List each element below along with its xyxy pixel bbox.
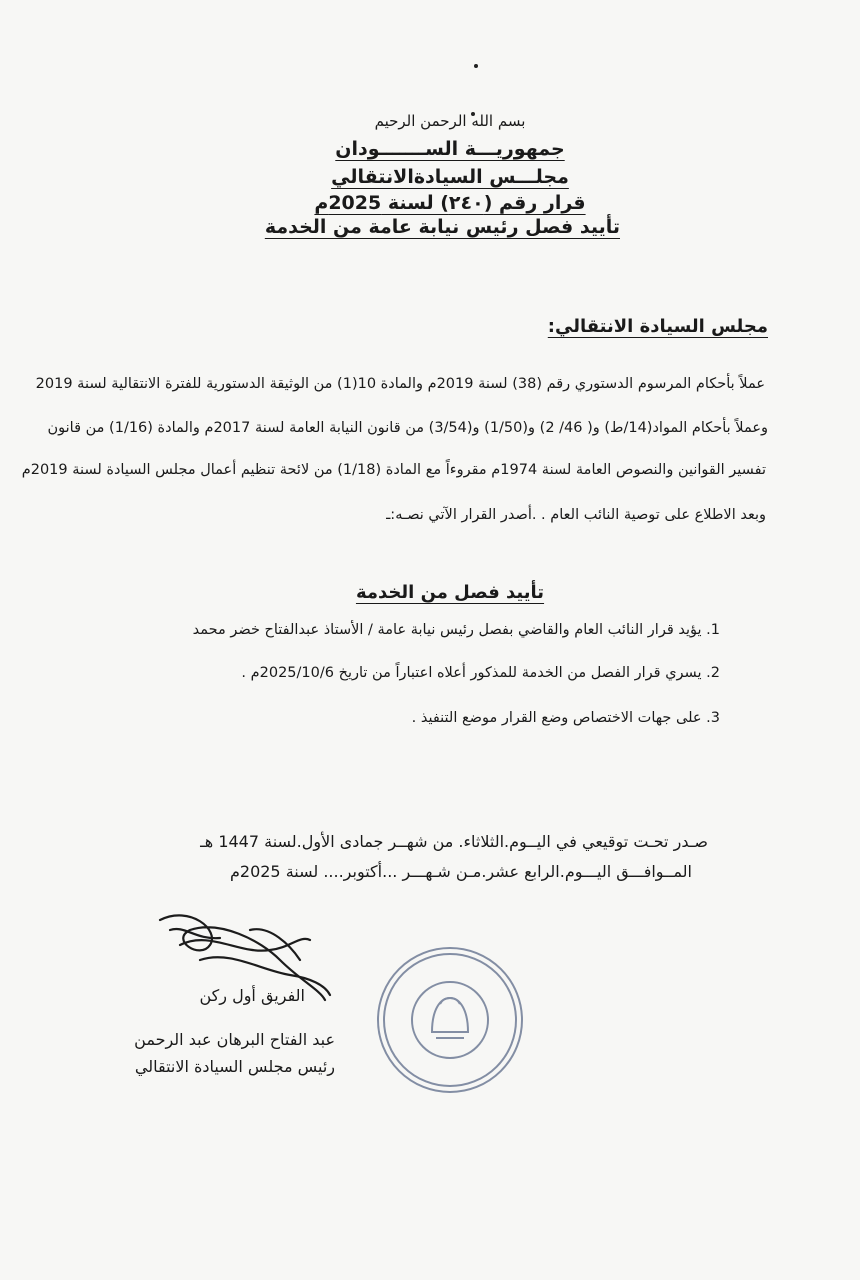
council-title: مجلـــس السيادةالانتقالي bbox=[331, 166, 569, 188]
official-stamp bbox=[370, 940, 530, 1100]
decision-heading: تأييد فصل من الخدمة bbox=[355, 582, 545, 603]
preamble-line: عملاً بأحكام المرسوم الدستوري رقم (38) لسنة 2019م والمادة 10(1) من الوثيقة الدستورية للفترة الانتقالية لسنة 2019 bbox=[35, 376, 765, 392]
decision-subject: تأييد فصل رئيس نيابة عامة من الخدمة bbox=[264, 216, 620, 238]
signatory-rank: الفريق أول ركن bbox=[199, 986, 305, 1005]
decision-item: 2. يسري قرار الفصل من الخدمة للمذكور أعلاه اعتباراً من تاريخ 2025/10/6م . bbox=[241, 665, 720, 681]
issued-hijri-line: صـدر تحـت توقيعي في اليــوم.الثلاثاء. من شهــر جمادى الأول.لسنة 1447 هـ bbox=[200, 832, 708, 851]
decision-item: 1. يؤيد قرار النائب العام والقاضي بفصل رئيس نيابة عامة / الأستاذ عبدالفتاح خضر محمد bbox=[192, 622, 720, 638]
basmala: بسم الله الرحمن الرحيم bbox=[374, 112, 526, 130]
republic-title: جمهوريـــة الســـــــودان bbox=[335, 138, 565, 160]
signatory-title: رئيس مجلس السيادة الانتقالي bbox=[134, 1057, 335, 1076]
decision-number: قرار رقم (٢٤٠) لسنة 2025م bbox=[314, 192, 586, 214]
signatory-name: عبد الفتاح البرهان عبد الرحمن bbox=[134, 1030, 335, 1049]
preamble-line: وعملاً بأحكام المواد(14/ط) و( 46/ 2) و(1/50) و(3/54) من قانون النيابة العامة لسنة 2017م والمادة (1/16) من قانون bbox=[47, 420, 768, 436]
scan-mark bbox=[474, 64, 478, 68]
preamble-line: تفسير القوانين والنصوص العامة لسنة 1974م مقروءاً مع المادة (1/18) من لائحة تنظيم أعمال مجلس السيادة لسنة 2019م bbox=[21, 462, 766, 478]
decision-item: 3. على جهات الاختصاص وضع القرار موضع التنفيذ . bbox=[411, 710, 720, 726]
preamble-line: وبعد الاطلاع على توصية النائب العام . .أصدر القرار الآتي نصـه:ـ bbox=[386, 507, 766, 523]
addressee: مجلس السيادة الانتقالي: bbox=[547, 316, 768, 337]
issued-gregorian-line: المــوافـــق اليـــوم.الرابع عشر.مـن شـهـــر ...أكتوبر.... لسنة 2025م bbox=[229, 862, 692, 881]
